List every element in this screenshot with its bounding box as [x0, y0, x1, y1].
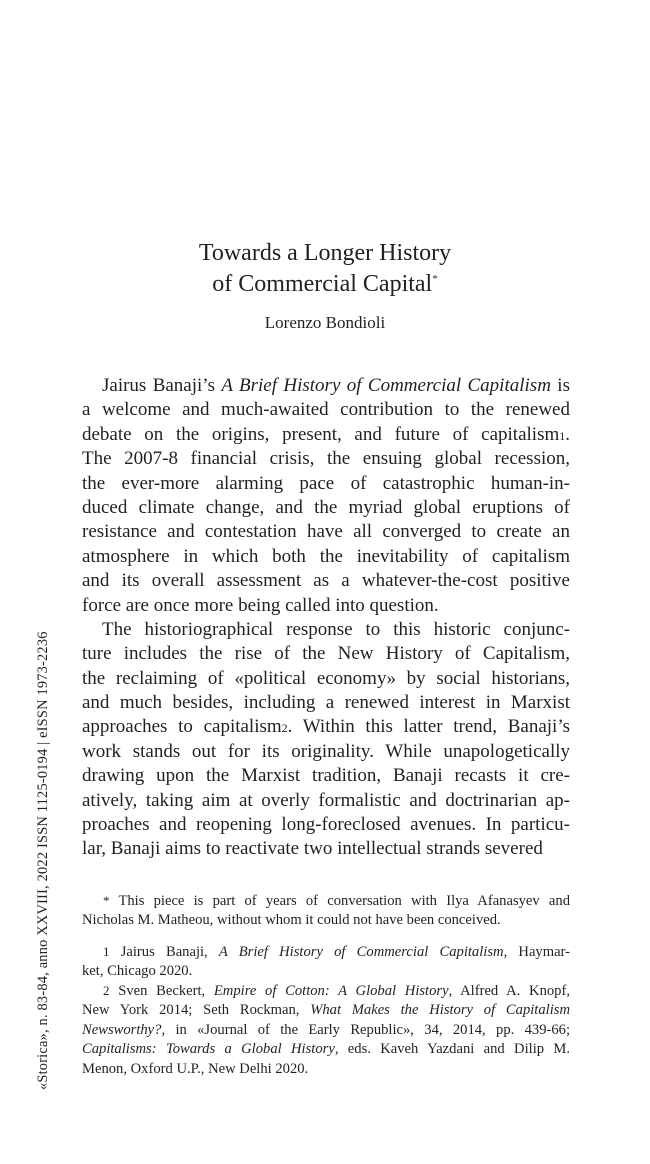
footnote-2-text-c: , Alfred A. Knopf, [448, 983, 570, 1000]
p2-line-6: work stands out for its originality. While unapologetically [82, 740, 570, 762]
p1-line-4: The 2007-8 financial crisis, the ensuing global recession, [82, 448, 570, 470]
text-segment: debate on the origins, present, and future of capitalism [82, 423, 560, 445]
book-title: A Brief History of Commercial Capitalism [221, 375, 551, 396]
footnote-2-line-1 [82, 981, 570, 1001]
p1-line-6: duced climate change, and the myriad global eruptions of [82, 496, 570, 518]
text-segment: . Within this latter trend, Banaji’s [287, 716, 570, 738]
title-footnote-mark: * [432, 273, 438, 285]
p1-line-5: the ever-more alarming pace of catastrophic human-in- [82, 472, 570, 494]
footnote-2-mark: 2 [103, 983, 110, 999]
title-line-2-text: of Commercial Capital [212, 271, 433, 297]
p2-line-5 [82, 715, 570, 739]
footnote-2-line-3 [82, 1021, 570, 1041]
p1-line-3 [82, 423, 570, 447]
text-segment: approaches to capitalism [82, 716, 282, 738]
p1-line-1 [82, 374, 570, 398]
p2-line-3: the reclaiming of «political economy» by social historians, [82, 667, 570, 689]
footnote-1-mark: 1 [103, 944, 110, 960]
p2-line-2: ture includes the rise of the New History of Capitalism, [82, 643, 570, 665]
footnote-1 [82, 942, 570, 981]
p1-line-8: atmosphere in which both the inevitability of capitalism [82, 545, 570, 567]
footnote-1-line-2: ket, Chicago 2020. [82, 962, 193, 979]
footnote-1-text-a: Jairus Banaji, [109, 944, 219, 961]
footnote-ref-2: 2 [281, 721, 288, 736]
footnote-2-text-l4b: , eds. Kaveh Yazdani and Dilip M. [334, 1041, 571, 1058]
p2-line-1: The historiographical response to this historic conjunc- [102, 618, 570, 640]
title-line-1: Towards a Longer History [198, 240, 452, 266]
footnote-2-title-2a: What Makes the History of Capitalism [310, 1001, 570, 1018]
p1-line-7: resistance and contestation have all converged to create an [82, 521, 570, 543]
p1-line-2: a welcome and much-awaited contribution to the renewed [82, 399, 570, 421]
p2-line-4: and much besides, including a renewed interest in Marxist [82, 692, 570, 714]
article-title [0, 238, 650, 300]
p1-line-10: force are once more being called into question. [82, 594, 439, 616]
footnote-star-mark: * [103, 893, 110, 908]
text-segment: . [565, 423, 570, 445]
footnote-2 [82, 981, 570, 1079]
paragraph-2 [82, 618, 570, 862]
footnote-star-text-1: This piece is part of years of conversation with Ilya Afanasyev and [109, 893, 570, 909]
body-text [82, 374, 570, 862]
footnote-star-line-1 [82, 891, 570, 911]
footnote-2-title-3: Capitalisms: Towards a Global History [82, 1041, 335, 1058]
footnote-2-text-a: Sven Beckert, [109, 983, 214, 1000]
footnote-1-line-1 [82, 942, 570, 962]
text-segment: Jairus Banaji’s [102, 375, 222, 396]
p2-line-9: proaches and reopening long-foreclosed avenues. In particu- [82, 814, 570, 836]
text-segment: is [550, 375, 570, 396]
footnote-2-text-l2a: New York 2014; Seth Rockman, [82, 1001, 311, 1018]
footnote-1-title: A Brief History of Commercial Capitalism [218, 944, 504, 961]
footnote-star [82, 891, 570, 930]
footnotes [82, 891, 570, 1079]
footnote-2-text-l3b: , in «Journal of the Early Republic», 34, 2014, pp. 439-66; [161, 1021, 570, 1038]
p1-line-9: and its overall assessment as a whatever-the-cost positive [82, 570, 570, 592]
paragraph-1 [82, 374, 570, 618]
footnote-ref-1: 1 [559, 428, 566, 443]
footnote-star-line-2: Nicholas M. Matheou, without whom it could not have been conceived. [82, 911, 501, 928]
footnote-2-line-4 [82, 1040, 570, 1060]
footnote-2-line-2 [82, 1001, 570, 1021]
footnote-2-title-2b: Newsworthy? [82, 1021, 162, 1038]
footnote-1-text-c: , Haymar- [503, 944, 570, 961]
journal-citation: «Storica», n. 83-84, anno XXVIII, 2022 ISSN 1125-0194 | eISSN 1973-2236 [35, 631, 51, 1090]
title-line-2 [0, 269, 650, 300]
footnote-2-title-1: Empire of Cotton: A Global History [213, 983, 449, 1000]
footnote-2-line-5: Menon, Oxford U.P., New Delhi 2020. [82, 1060, 309, 1077]
p2-line-10: lar, Banaji aims to reactivate two intellectual strands severed [82, 838, 543, 860]
author-name: Lorenzo Bondioli [264, 313, 386, 332]
p2-line-7: drawing upon the Marxist tradition, Banaji recasts it cre- [82, 765, 570, 787]
p2-line-8: atively, taking aim at overly formalistic and doctrinarian ap- [82, 789, 570, 811]
